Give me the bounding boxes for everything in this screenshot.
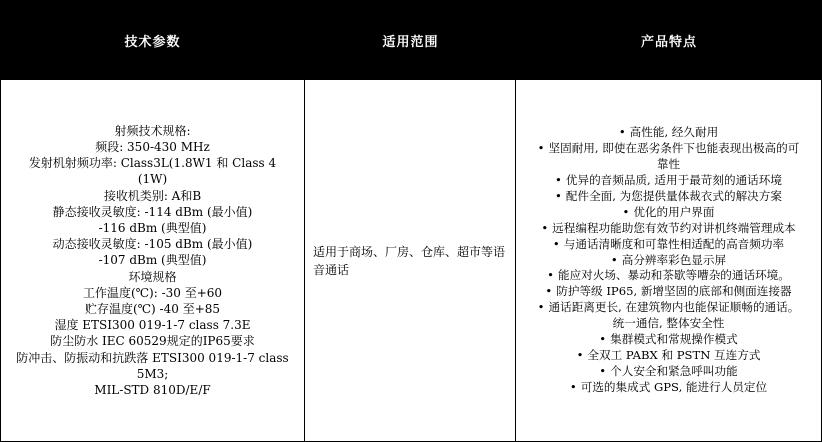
bullet-icon: • <box>618 125 626 140</box>
feature-text: 通话距离更长, 在建筑物内也能保证顺畅的通话。 <box>548 300 800 315</box>
spec-line: (1W) <box>137 172 168 187</box>
bullet-icon: • <box>547 268 554 283</box>
feature-text: 集群模式和常规操作模式 <box>610 332 738 347</box>
scope-cell <box>305 80 516 441</box>
bullet-icon: • <box>555 173 562 188</box>
bullet-icon: • <box>576 347 584 362</box>
bullet-icon: • <box>569 379 577 394</box>
spec-line: MIL-STD 810D/E/F <box>94 383 211 398</box>
spec-line: 射频技术规格: <box>114 123 191 138</box>
feature-item <box>611 253 726 269</box>
feature-text: 防护等级 IP65, 新增坚固的底部和侧面连接器 <box>556 284 792 299</box>
bullet-icon: • <box>610 252 618 267</box>
feature-text: 优异的音频品质, 适用于最苛刻的通话环境 <box>565 173 782 188</box>
feature-text: 靠性 <box>656 157 681 172</box>
feature-item <box>613 316 725 332</box>
table-header-row <box>0 0 822 80</box>
spec-line: 防尘防水 IEC 60529规定的IP65要求 <box>50 334 255 349</box>
features-cell <box>516 80 821 441</box>
table-body-row <box>0 80 822 442</box>
feature-item <box>657 157 680 173</box>
feature-text: 能应对火场、暴动和茶歇等嘈杂的通话环境。 <box>557 268 790 283</box>
bullet-icon: • <box>552 236 560 251</box>
spec-line: 湿度 ETSI300 019-1-7 class 7.3E <box>54 318 251 333</box>
feature-text: 与通话清晰度和可靠性相适配的高音频功率 <box>563 236 785 251</box>
bullet-icon: • <box>555 188 562 203</box>
header-features: 产品特点 <box>640 34 697 50</box>
bullet-icon: • <box>599 332 607 347</box>
spec-line: -107 dBm (典型值) <box>98 253 207 268</box>
spec-line: 工作温度(℃): -30 至+60 <box>82 285 223 300</box>
feature-item <box>538 141 800 157</box>
spec-line: 频段: 350-430 MHz <box>95 139 210 154</box>
tech-specs-cell <box>1 80 305 441</box>
bullet-icon: • <box>599 363 607 378</box>
feature-item <box>599 364 737 380</box>
spec-line: 贮存温度(℃) -40 至+85 <box>84 302 221 316</box>
feature-item <box>555 189 782 205</box>
header-tech-specs: 技术参数 <box>124 34 181 50</box>
spec-line: 静态接收灵敏度: -114 dBm (最小值) <box>52 204 253 219</box>
feature-text: 优化的用户界面 <box>633 204 715 219</box>
scope-text: 适用于商场、厂房、仓库、超市等语音通话 <box>313 244 506 277</box>
header-scope: 适用范围 <box>382 34 439 50</box>
feature-text: 高分辨率彩色显示屏 <box>621 252 727 267</box>
bullet-icon: • <box>537 141 545 156</box>
bullet-icon: • <box>622 204 630 219</box>
feature-item <box>599 332 737 348</box>
feature-item <box>538 300 800 316</box>
feature-item <box>541 221 795 237</box>
feature-text: 全双工 PABX 和 PSTN 互连方式 <box>587 347 761 362</box>
spec-line: 防冲击、防振动和抗跌落 ETSI300 019-1-7 class <box>16 350 289 365</box>
spec-line: 环境规格 <box>128 269 177 284</box>
spec-line: 接收机类别: A和B <box>103 188 202 203</box>
feature-text: 远程编程功能助您有效节约对讲机终端管理成本 <box>552 220 796 235</box>
feature-text: 统一通信, 整体安全性 <box>612 316 725 331</box>
feature-item <box>570 380 767 396</box>
feature-item <box>545 284 791 300</box>
spec-line: 5M3; <box>136 366 169 381</box>
feature-item <box>577 348 761 364</box>
feature-item <box>553 237 784 253</box>
bullet-icon: • <box>541 220 549 235</box>
feature-text: 坚固耐用, 即使在恶劣条件下也能表现出极高的可 <box>548 141 800 156</box>
bullet-icon: • <box>537 300 545 315</box>
feature-item <box>619 125 718 141</box>
feature-item <box>555 173 782 189</box>
spec-line: -116 dBm (典型值) <box>98 220 207 235</box>
feature-text: 高性能, 经久耐用 <box>629 125 719 140</box>
bullet-icon: • <box>545 284 553 299</box>
feature-item <box>547 268 790 284</box>
feature-text: 配件全面, 为您提供量体裁衣式的解决方案 <box>565 188 782 203</box>
feature-text: 可选的集成式 GPS, 能进行人员定位 <box>580 379 768 394</box>
feature-item <box>622 205 714 221</box>
spec-line: 发射机射频功率: Class3L(1.8W1 和 Class 4 <box>28 156 277 171</box>
feature-text: 个人安全和紧急呼叫功能 <box>610 363 738 378</box>
spec-line: 动态接收灵敏度: -105 dBm (最小值) <box>52 237 253 252</box>
